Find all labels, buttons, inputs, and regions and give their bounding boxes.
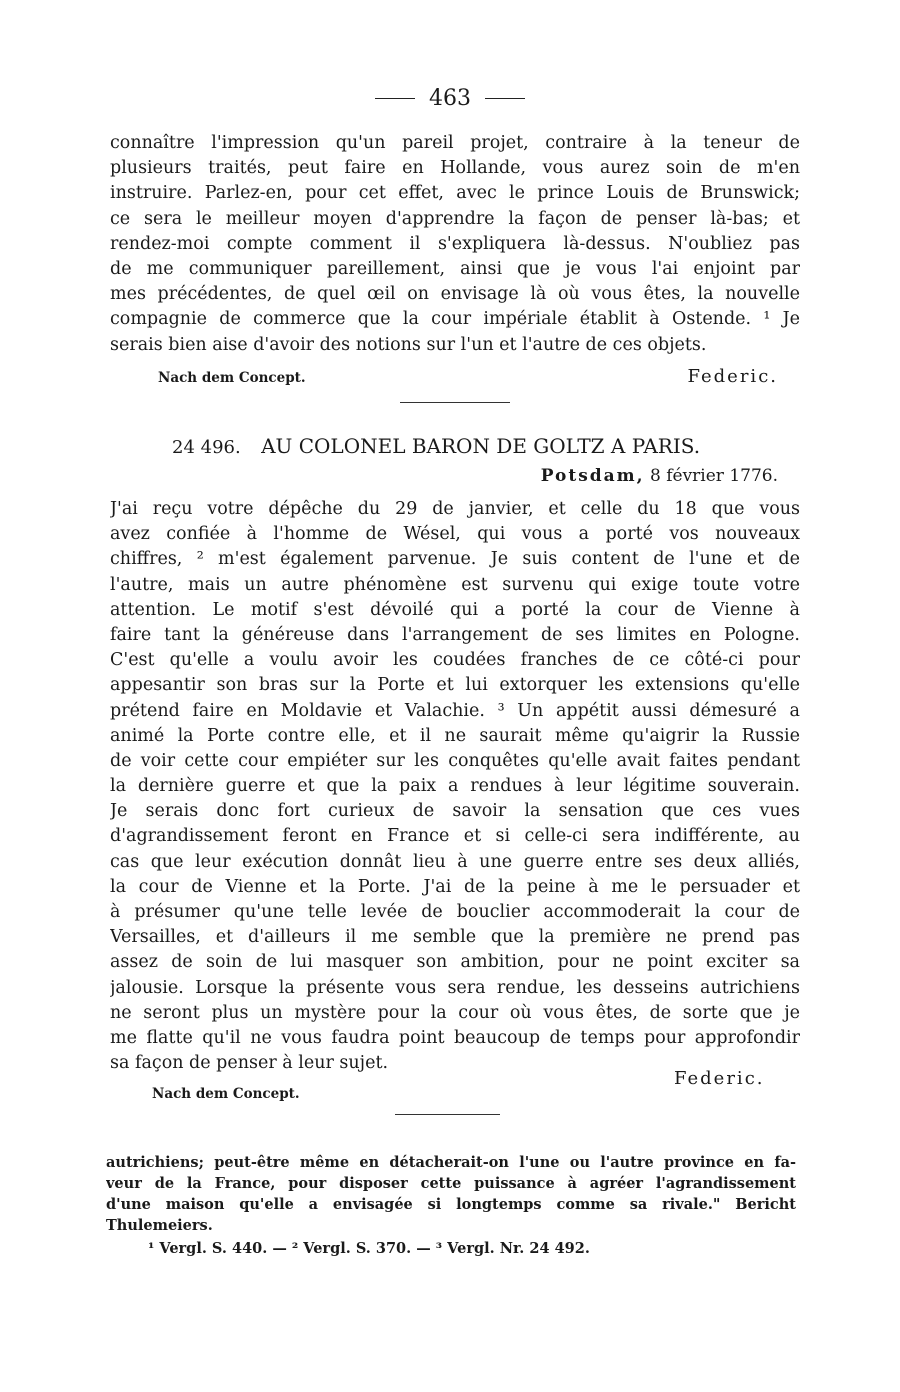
text-line: cas que leur exécution donnât lieu à une guerre entre ses deux alliés, — [110, 851, 800, 872]
text-line: de me communiquer pareillement, ainsi que je vous l'ai enjoint par — [110, 258, 800, 279]
text-line: ne seront plus un mystère pour la cour où vous êtes, de sorte que je — [110, 1002, 800, 1023]
text-line: autrichiens; peut-être même en détacherait-on l'une ou l'autre province en fa- — [106, 1154, 796, 1171]
text-line: à présumer qu'une telle levée de bouclier accommoderait la cour de — [110, 902, 800, 922]
text-line: d'agrandissement feront en France et si celle-ci sera indifférente, au — [110, 826, 800, 847]
text-line: chiffres, ² m'est également parvenue. Je suis content de l'une et de — [110, 549, 800, 570]
letter-dateline — [541, 466, 778, 486]
text-line: d'une maison qu'elle a envisagée si longtemps comme sa rivale." Bericht — [106, 1196, 796, 1213]
text-line: la cour de Vienne et la Porte. J'ai de la peine à me le persuader et — [110, 876, 800, 897]
header-dash-left — [375, 98, 415, 99]
page-number: 463 — [429, 86, 471, 111]
text-line: Versailles, et d'ailleurs il me semble que la première ne prend pas — [110, 927, 800, 948]
text-line: veur de la France, pour disposer cette puissance à agréer l'agrandissement — [106, 1175, 796, 1192]
letter-number: 24 496. — [172, 437, 241, 458]
letter-text — [110, 497, 800, 1076]
text-line: ce sera le meilleur moyen d'apprendre la façon de penser là-bas; et — [110, 208, 800, 229]
signature: Federic. — [687, 366, 778, 387]
text-line: l'autre, mais un autre phénomène est survenu qui exige toute votre — [110, 574, 800, 595]
letter-place: Potsdam, — [540, 466, 645, 486]
footnote-references: ¹ Vergl. S. 440. — ² Vergl. S. 370. — ³ Vergl. Nr. 24 492. — [148, 1240, 590, 1257]
text-line: serais bien aise d'avoir des notions sur l'un et l'autre de ces objets. — [110, 334, 707, 355]
previous-letter-text — [110, 131, 800, 358]
text-line: mes précédentes, de quel œil on envisage là où vous êtes, la nouvelle — [110, 284, 800, 305]
letter-date: 8 février 1776. — [650, 466, 778, 486]
footnote-continuation — [106, 1152, 796, 1236]
text-line: instruire. Parlez-en, pour cet effet, avec le prince Louis de Brunswick; — [110, 183, 800, 204]
text-line: de voir cette cour empiéter sur les conquêtes qu'elle avait faites pendant — [110, 750, 800, 771]
text-line: Je serais donc fort curieux de savoir la sensation que ces vues — [110, 801, 800, 822]
text-line: C'est qu'elle a voulu avoir les coudées franches de ce côté-ci pour — [110, 650, 800, 671]
source-note: Nach dem Concept. — [158, 370, 306, 386]
letter-heading — [172, 434, 772, 458]
text-line: avez confiée à l'homme de Wésel, qui vous a porté vos nouveaux — [110, 524, 800, 545]
text-line: faire tant la généreuse dans l'arrangement de ses limites en Pologne. — [110, 624, 800, 645]
text-line: connaître l'impression qu'un pareil projet, contraire à la teneur de — [110, 133, 800, 153]
text-line: sa façon de penser à leur sujet. — [110, 1053, 389, 1074]
previous-letter-footer — [158, 366, 778, 387]
letter-title: AU COLONEL BARON DE GOLTZ A PARIS. — [261, 434, 701, 458]
text-line: plusieurs traités, peut faire en Hollande, vous aurez soin de m'en — [110, 158, 800, 179]
text-line: animé la Porte contre elle, et il ne saurait même qu'aigrir la Russie — [110, 725, 800, 746]
text-line: assez de soin de lui masquer son ambition, pour ne point exciter sa — [110, 952, 800, 973]
text-line: Thulemeiers. — [106, 1217, 213, 1234]
text-line: prétend faire en Moldavie et Valachie. ³ Un appétit aussi démesuré a — [110, 700, 800, 721]
letter-source-note: Nach dem Concept. — [152, 1086, 300, 1102]
text-line: attention. Le motif s'est dévoilé qui a porté la cour de Vienne à — [110, 599, 800, 620]
letter-signature: Federic. — [674, 1068, 765, 1089]
text-line: jalousie. Lorsque la présente vous sera rendue, les desseins autrichiens — [110, 977, 800, 998]
text-line: rendez-moi compte comment il s'expliquera là-dessus. N'oubliez pas — [110, 233, 800, 254]
footnote-divider — [395, 1114, 500, 1115]
text-line: me flatte qu'il ne vous faudra point beaucoup de temps pour approfondir — [110, 1027, 800, 1048]
text-line: compagnie de commerce que la cour impériale établit à Ostende. ¹ Je — [110, 309, 800, 330]
header-dash-right — [485, 98, 525, 99]
page-header — [0, 86, 900, 111]
text-line: J'ai reçu votre dépêche du 29 de janvier, et celle du 18 que vous — [110, 499, 800, 519]
text-line: la dernière guerre et que la paix a rendues à leur légitime souverain. — [110, 776, 800, 797]
text-line: appesantir son bras sur la Porte et lui extorquer les extensions qu'elle — [110, 675, 800, 696]
section-divider — [400, 402, 510, 403]
